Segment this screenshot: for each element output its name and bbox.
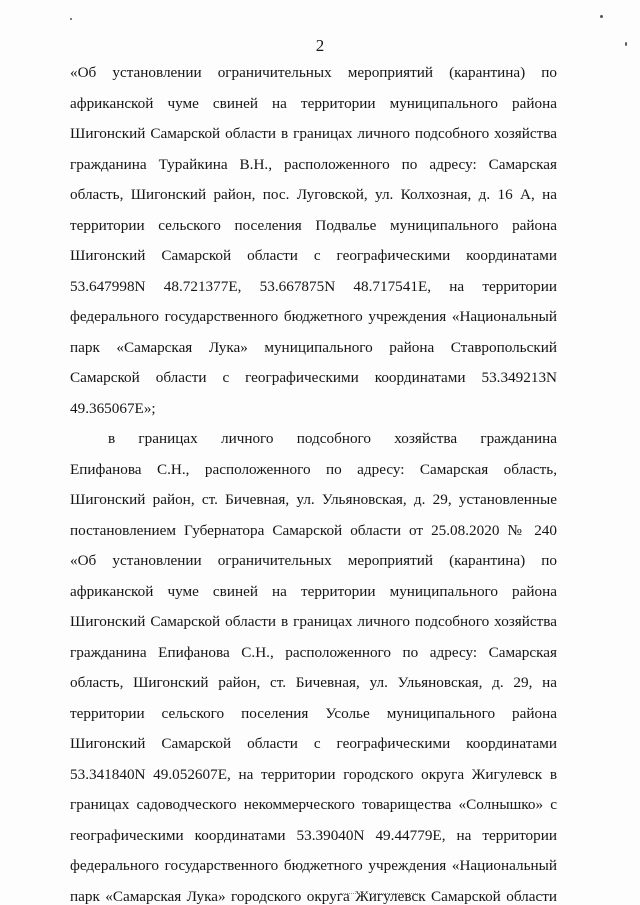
text-line: Самарской области с географическими координатами 53.349213N <box>70 369 557 386</box>
document-body <box>70 58 557 905</box>
text-line: федерального государственного бюджетного учреждения «Национальный <box>70 857 557 874</box>
text-line: гражданина Епифанова С.Н., расположенного по адресу: Самарская <box>70 643 557 661</box>
text-line: федерального государственного бюджетного учреждения «Национальный <box>70 308 557 325</box>
text-line: территории сельского поселения Усолье муниципального района <box>70 704 557 722</box>
text-line: Шигонский Самарской области в границах личного подсобного хозяйства <box>70 613 557 630</box>
text-line: «Об установлении ограничительных мероприятий (карантина) по <box>70 64 557 81</box>
text-line: Епифанова С.Н., расположенного по адресу: Самарская область, <box>70 460 557 478</box>
text-line: Шигонский район, ст. Бичевная, ул. Ульяновская, д. 29, установленные <box>70 491 557 508</box>
text-line: гражданина Турайкина В.Н., расположенного по адресу: Самарская <box>70 155 557 173</box>
text-line: область, Шигонский район, ст. Бичевная, ул. Ульяновская, д. 29, на <box>70 674 557 691</box>
scan-artifact <box>340 893 420 896</box>
text-line: географическими координатами 53.39040N 49.44779E, на территории <box>70 826 557 844</box>
page-number: 2 <box>315 36 325 55</box>
text-line: в границах личного подсобного хозяйства гражданина <box>108 430 557 447</box>
text-line: границах садоводческого некоммерческого товарищества «Солнышко» с <box>70 796 557 813</box>
text-line: африканской чуме свиней на территории муниципального района <box>70 582 557 600</box>
scan-speck <box>70 18 72 20</box>
text-line: 53.341840N 49.052607E, на территории городского округа Жигулевск в <box>70 765 557 783</box>
text-line: постановлением Губернатора Самарской области от 25.08.2020 № 240 <box>70 521 557 539</box>
text-line: Шигонский Самарской области с географическими координатами <box>70 247 557 264</box>
text-line: парк «Самарская Лука» городского округа Жигулевск Самарской области <box>70 887 557 905</box>
text-line: 53.647998N 48.721377E, 53.667875N 48.717541E, на территории <box>70 277 557 295</box>
text-line: африканской чуме свиней на территории муниципального района <box>70 94 557 112</box>
scan-speck <box>625 42 627 46</box>
text-line: территории сельского поселения Подвалье муниципального района <box>70 216 557 234</box>
text-line: 49.365067E»; <box>70 399 156 417</box>
text-line: Шигонский Самарской области с географическими координатами <box>70 735 557 752</box>
text-line: «Об установлении ограничительных мероприятий (карантина) по <box>70 552 557 569</box>
text-line: область, Шигонский район, пос. Луговской, ул. Колхозная, д. 16 А, на <box>70 186 557 203</box>
text-line: парк «Самарская Лука» муниципального района Ставропольский <box>70 338 557 356</box>
scan-speck <box>600 15 603 18</box>
text-line: Шигонский Самарской области в границах личного подсобного хозяйства <box>70 125 557 142</box>
